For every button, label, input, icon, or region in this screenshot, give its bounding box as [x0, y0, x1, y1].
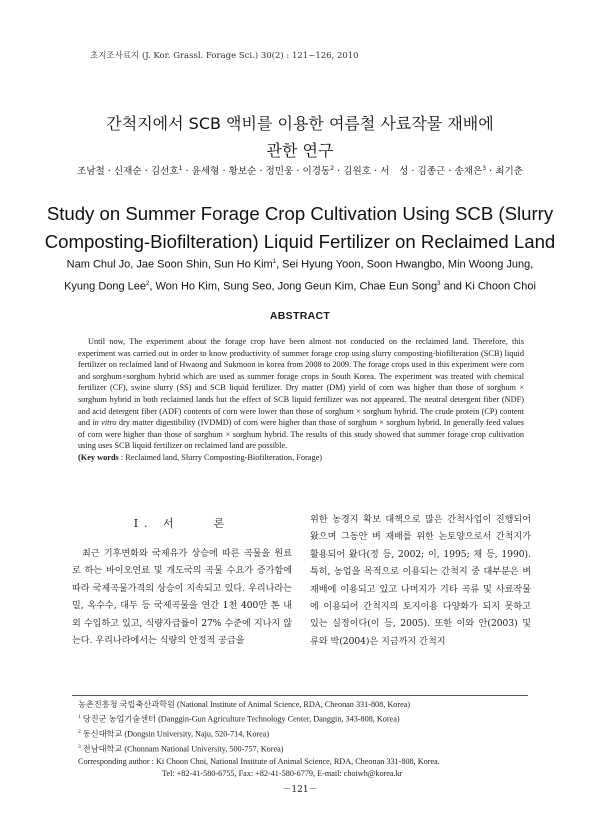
journal-header: 초지조사료지 (J. Kor. Grassl. Forage Sci.) 30(2) : 121~126, 2010: [90, 51, 359, 61]
footnote-affiliation-2-text: 동신대학교 (Dongsin University, Naju, 520-714, Korea): [80, 729, 270, 739]
footnote-affiliation-2: [78, 726, 528, 741]
intro-paragraph-right: 위한 농경지 확보 대책으로 많은 간척사업이 진행되어 왔으며 그동안 벼 재배를 위한 논토양으로서 간척지가 활용되어 왔다(정 등, 2002; 이, 1995; 채 등, 1990). 특히, 농업을 목적으로 이용되는 간척지 중 대부분은 벼 재배에 이용되고 있고 나머지가 기타 곡류 및 사료작물에 이용되어 간척지의 토지이용 다양화가 되지 못하고 있는 실정이다(이 등, 2005). 또한 이와 안(2003) 및 류와 박(2004)은 지금까지 간척지: [310, 515, 531, 647]
abstract-text-2: dry matter digestibility (IVDMD) of corn were higher than those of sorghum × sorghum hybrid. In generally feed values of corn were higher than those of sorghum × sorghum hybrid. The results of this study showed that summer forage crop cultivation using uses SCB liquid fertilizer on reclaimed land are possible.: [78, 418, 524, 451]
korean-title-line-2: 관한 연구: [266, 141, 334, 160]
korean-authors: [40, 163, 560, 177]
corresponding-author: Corresponding author : Ki Choon Choi, National Institute of Animal Science, RDA, Cheonan 331-808, Korea.: [78, 757, 440, 767]
affiliation-mark: 2: [146, 280, 150, 287]
english-authors: [40, 253, 560, 296]
korean-authors-part-1: 조남철 · 신재순 · 김선호: [76, 166, 179, 177]
page-number: －121－: [282, 785, 318, 795]
korean-title-line-1: 간척지에서 SCB 액비를 이용한 여름철 사료작물 재배에: [106, 114, 494, 133]
english-title: [40, 200, 560, 256]
abstract-text-1: Until now, The experiment about the forage crop have been almost not conducted on the reclaimed land. Therefore, this experiment was carried out in order to know productivity of summer forage crop using slurry composting-biofilteration (SCB) liquid fertilizer on reclaimed land of Hwaong and Sukmoon in korea from 2008 to 2009. The forage crops used in this experiment were corn and sorghum×sorghum hybrid which are used as summer forage crops in South Korea. The experiment was treated with chemical fertilizer (CF), swine slurry (SS) and SCB liquid fertilizer. Dry matter (DM) yield of corn was higher than those of sorghum × sorghum hybrid in both reclaimed lands but the effect of SCB liquid fertilizer was not appeared. The neutral detergent fiber (NDF) and acid detergent fiber (ADF) contents of corn were lower than those of sorghum × sorghum hybrid. The crude protein (CP) content and: [78, 337, 524, 428]
footnote-affiliation-1: [78, 711, 528, 726]
keywords-text: : Reclaimed land, Slurry Composting-Biofilteration, Forage): [118, 452, 323, 462]
right-column: [310, 512, 531, 651]
english-title-line-2: Composting-Biofilteration) Liquid Fertilizer on Reclaimed Land: [44, 231, 556, 252]
english-title-line-1: Study on Summer Forage Crop Cultivation Using SCB (Slurry: [46, 203, 554, 224]
keywords-label: (Key words: [78, 452, 119, 462]
english-authors-part-1: Nam Chul Jo, Jae Soon Shin, Sun Ho Kim: [66, 258, 273, 271]
affiliation-mark: 3: [78, 744, 81, 751]
abstract-body: [78, 336, 524, 464]
english-authors-part-5: and Ki Choon Choi: [440, 280, 536, 293]
english-authors-part-2: , Sei Hyung Yoon, Soon Hwangbo, Min Woong Jung,: [276, 258, 534, 271]
affiliation-mark: 1: [78, 714, 81, 721]
english-authors-part-3: Kyung Dong Lee: [64, 280, 147, 293]
footnote-affiliation-3-text: 전남대학교 (Chonnam National University, 500-757, Korea): [80, 744, 284, 754]
affiliation-mark: 1: [272, 259, 277, 265]
footnote-divider: [72, 695, 528, 696]
footnote-affiliation-3: [78, 741, 528, 756]
abstract-italic-term: in vitro: [92, 418, 117, 428]
affiliation-mark: 2: [330, 164, 335, 172]
intro-paragraph-left: 최근 기후변화와 국제유가 상승에 따른 곡물을 원료로 하는 바이오연료 및 개도국의 곡물 수요가 증가함에 따라 국제곡물가격의 상승이 지속되고 있다. 우리나라는 밀, 옥수수, 대두 등 국제곡물을 연간 1천 400만 톤 내외 수입하고 있고, 식량자급률이 27% 수준에 지나지 않는다. 우리나라에서는 식량의 안정적 공급을: [72, 549, 292, 647]
footnote-affiliation-main: 농촌진흥청 국립축산과학원 (National Institute of Animal Science, RDA, Cheonan 331-808, Korea): [78, 700, 411, 709]
korean-authors-part-4: · 최기춘: [486, 166, 524, 177]
footnote-affiliation-1-text: 당진군 농업기술센터 (Danggin-Gun Agriculture Technology Center, Danggin, 343-808, Korea): [80, 714, 400, 724]
korean-title: [60, 110, 540, 164]
affiliation-mark: 1: [178, 164, 183, 172]
left-column: [72, 516, 292, 650]
affiliation-mark: 3: [482, 164, 487, 172]
english-authors-line-1: [40, 253, 560, 275]
section-heading-introduction: Ⅰ. 서 론: [133, 517, 231, 530]
keywords: [78, 452, 524, 464]
abstract-heading: ABSTRACT: [269, 310, 331, 322]
affiliation-mark: 2: [78, 729, 81, 736]
korean-authors-part-2: · 윤세형 · 황보순 · 정민웅 · 이경동: [182, 166, 331, 177]
footnotes: [78, 699, 528, 780]
abstract-paragraph: [78, 336, 524, 452]
affiliation-mark: 3: [437, 280, 441, 287]
english-authors-line-2: [40, 275, 560, 297]
korean-authors-part-3: · 김원호 · 서 성 · 김종근 · 송채은: [334, 166, 483, 177]
corresponding-contact: Tel: +82-41-580-6755, Fax: +82-41-580-6779, E-mail: choiwh@korea.kr: [162, 769, 403, 779]
english-authors-part-4: , Won Ho Kim, Sung Seo, Jong Geun Kim, Chae Eun Song: [149, 280, 438, 293]
